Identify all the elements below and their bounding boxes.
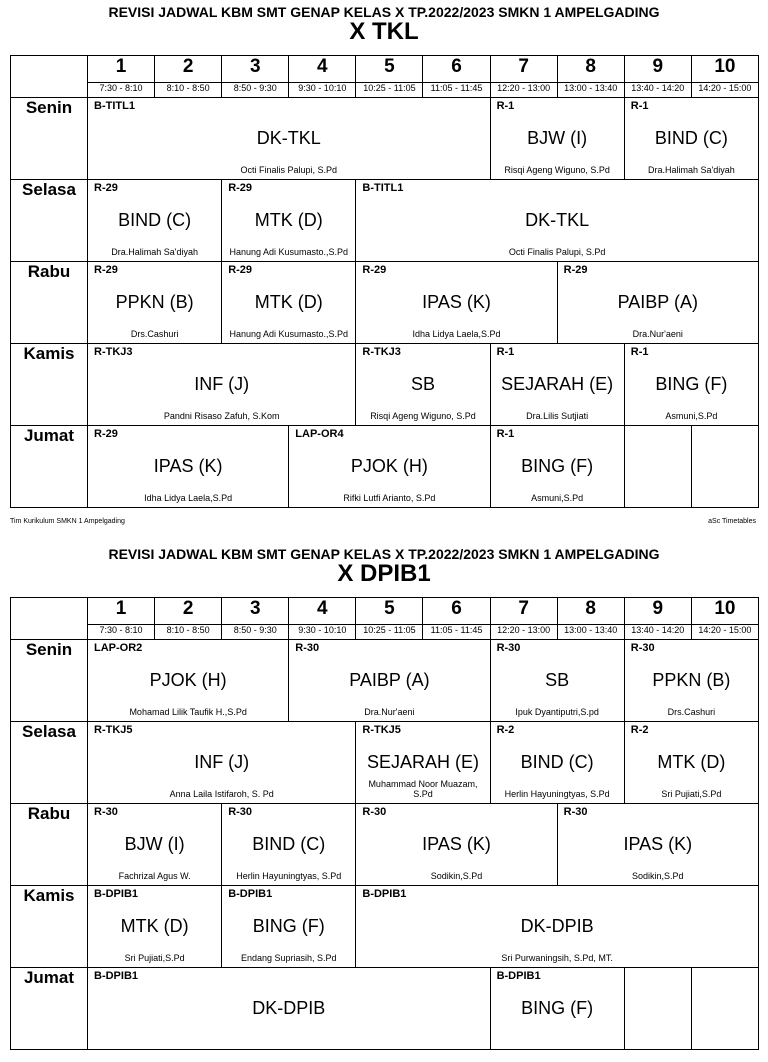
schedule-heading: REVISI JADWAL KBM SMT GENAP KELAS X TP.2022/2023 SMKN 1 AMPELGADING: [108, 4, 660, 20]
teacher-name: Octi Finalis Palupi, S.Pd: [508, 247, 606, 257]
period-time: 11:05 - 11:45: [423, 83, 490, 98]
subject-name: DK-TKL: [525, 210, 590, 230]
lesson-cell: [289, 640, 490, 722]
lesson-cell: [624, 722, 758, 804]
lesson-cell: [88, 804, 222, 886]
room-code: R-1: [496, 100, 515, 112]
teacher-name: Rifki Lutfi Arianto, S.Pd: [343, 493, 436, 503]
lesson-cell: [356, 722, 490, 804]
room-code: R-30: [563, 806, 588, 818]
period-number: 4: [289, 56, 356, 83]
day-label: Selasa: [11, 722, 88, 804]
footer-left: Tim Kurikulum SMKN 1 Ampelgading: [10, 518, 125, 525]
lesson-cell: [624, 344, 758, 426]
room-code: R-1: [630, 346, 649, 358]
lesson-cell: [557, 262, 758, 344]
room-code: B-DPIB1: [94, 888, 139, 900]
lesson-cell: [88, 344, 356, 426]
room-code: B-DPIB1: [228, 888, 273, 900]
schedule-section: [0, 542, 768, 1062]
period-time: 13:40 - 14:20: [624, 83, 691, 98]
teacher-name: Dra.Nur'aeni: [632, 329, 683, 339]
day-row: [11, 968, 759, 1050]
schedule-table: [10, 55, 759, 508]
teacher-name: Herlin Hayuningtyas, S.Pd: [236, 871, 342, 881]
room-code: B-TITL1: [362, 182, 404, 194]
teacher-name: Idha Lidya Laela,S.Pd: [144, 493, 233, 503]
day-row: [11, 804, 759, 886]
period-time: 9:30 - 10:10: [289, 625, 356, 640]
room-code: R-29: [94, 428, 118, 440]
period-number-row: [11, 598, 759, 625]
subject-name: PPKN (B): [115, 292, 194, 312]
teacher-name: Muhammad Noor Muazam, S.Pd: [368, 779, 478, 799]
subject-name: BJW (I): [124, 834, 185, 854]
period-time-row: [11, 625, 759, 640]
room-code: R-30: [228, 806, 253, 818]
subject-name: BJW (I): [527, 128, 588, 148]
lesson-cell: [356, 804, 557, 886]
day-row: [11, 886, 759, 968]
period-number: 6: [423, 56, 490, 83]
subject-name: INF (J): [194, 752, 250, 772]
corner-cell: [11, 56, 88, 98]
period-time: 10:25 - 11:05: [356, 625, 423, 640]
day-label: Jumat: [11, 426, 88, 508]
period-number: 3: [222, 598, 289, 625]
teacher-name: Dra.Halimah Sa'diyah: [647, 165, 735, 175]
period-time: 13:40 - 14:20: [624, 625, 691, 640]
class-name: X TKL: [349, 18, 419, 45]
teacher-name: Octi Finalis Palupi, S.Pd: [240, 165, 338, 175]
teacher-name: Sri Purwaningsih, S.Pd, MT.: [501, 953, 613, 963]
teacher-name: Idha Lidya Laela,S.Pd: [412, 329, 501, 339]
room-code: R-29: [94, 264, 118, 276]
lesson-cell: [356, 180, 759, 262]
room-code: R-1: [496, 346, 515, 358]
teacher-name: Fachrizal Agus W.: [118, 871, 191, 881]
lesson-cell: [222, 886, 356, 968]
teacher-name: Pandni Risaso Zafuh, S.Kom: [163, 411, 280, 421]
lesson-cell: [624, 640, 758, 722]
lesson-cell: [490, 344, 624, 426]
lesson-cell: [356, 344, 490, 426]
lesson-cell: [490, 968, 624, 1050]
subject-name: BIND (C): [252, 834, 326, 854]
room-code: LAP-OR2: [94, 642, 143, 654]
subject-name: SEJARAH (E): [501, 374, 614, 394]
teacher-name: Risqi Ageng Wiguno, S.Pd: [370, 411, 476, 421]
period-number: 9: [624, 56, 691, 83]
lesson-cell: [356, 886, 759, 968]
teacher-name: Hanung Adi Kusumasto.,S.Pd: [229, 329, 349, 339]
subject-name: PPKN (B): [652, 670, 731, 690]
period-time: 8:10 - 8:50: [155, 83, 222, 98]
lesson-cell: [88, 722, 356, 804]
period-time: 13:00 - 13:40: [557, 83, 624, 98]
subject-name: BING (F): [252, 916, 325, 936]
subject-name: MTK (D): [657, 752, 726, 772]
subject-name: IPAS (K): [422, 292, 491, 312]
day-label: Rabu: [11, 262, 88, 344]
lesson-cell: [88, 180, 222, 262]
room-code: R-29: [228, 264, 253, 276]
period-number: 10: [691, 598, 758, 625]
subject-name: SB: [545, 670, 570, 690]
teacher-name: Asmuni,S.Pd: [665, 411, 718, 421]
period-time: 8:10 - 8:50: [155, 625, 222, 640]
lesson-cell: [222, 180, 356, 262]
lesson-cell: [88, 262, 222, 344]
subject-name: IPAS (K): [422, 834, 491, 854]
room-code: B-TITL1: [94, 100, 135, 112]
teacher-name: Anna Laila Istifaroh, S. Pd: [169, 789, 274, 799]
lesson-cell: [490, 640, 624, 722]
teacher-name: Asmuni,S.Pd: [531, 493, 584, 503]
lesson-cell: [222, 804, 356, 886]
period-number: 1: [88, 598, 155, 625]
room-code: B-DPIB1: [94, 970, 139, 982]
subject-name: BING (F): [521, 456, 594, 476]
lesson-cell: [490, 426, 624, 508]
period-number: 2: [155, 56, 222, 83]
lesson-cell: [557, 804, 758, 886]
room-code: R-29: [563, 264, 588, 276]
room-code: R-30: [362, 806, 387, 818]
period-number: 4: [289, 598, 356, 625]
teacher-name: Sri Pujiati,S.Pd: [661, 789, 722, 799]
day-row: [11, 722, 759, 804]
period-time: 12:20 - 13:00: [490, 625, 557, 640]
teacher-name: Sodikin,S.Pd: [632, 871, 684, 881]
period-time: 11:05 - 11:45: [423, 625, 490, 640]
schedule-table: [10, 597, 759, 1050]
teacher-name: Drs.Cashuri: [667, 707, 716, 717]
room-code: LAP-OR4: [295, 428, 344, 440]
room-code: R-29: [94, 182, 118, 194]
lesson-cell: [356, 262, 557, 344]
subject-name: SEJARAH (E): [366, 752, 479, 772]
room-code: R-30: [94, 806, 118, 818]
teacher-name: Hanung Adi Kusumasto.,S.Pd: [229, 247, 349, 257]
period-number: 5: [356, 56, 423, 83]
subject-name: PJOK (H): [149, 670, 227, 690]
lesson-cell: [289, 426, 490, 508]
room-code: R-1: [630, 100, 649, 112]
lesson-cell: [222, 262, 356, 344]
teacher-name: Endang Supriasih, S.Pd: [240, 953, 337, 963]
day-row: [11, 98, 759, 180]
room-code: R-1: [496, 428, 515, 440]
period-number: 5: [356, 598, 423, 625]
schedule-heading: REVISI JADWAL KBM SMT GENAP KELAS X TP.2022/2023 SMKN 1 AMPELGADING: [108, 546, 660, 562]
period-number: 9: [624, 598, 691, 625]
period-number: 7: [490, 598, 557, 625]
teacher-name: Dra.Halimah Sa'diyah: [111, 247, 198, 257]
lesson-cell: [691, 968, 758, 1050]
period-number: 8: [557, 598, 624, 625]
day-label: Rabu: [11, 804, 88, 886]
subject-name: MTK (D): [254, 210, 323, 230]
subject-name: SB: [410, 374, 435, 394]
subject-name: INF (J): [194, 374, 250, 394]
period-number: 10: [691, 56, 758, 83]
lesson-cell: [88, 886, 222, 968]
room-code: R-TKJ3: [94, 346, 133, 358]
lesson-cell: [624, 98, 758, 180]
lesson-cell: [624, 426, 691, 508]
room-code: B-DPIB1: [496, 970, 541, 982]
period-time-row: [11, 83, 759, 98]
teacher-name: Dra.Lilis Sutjiati: [526, 411, 589, 421]
period-time: 14:20 - 15:00: [691, 83, 758, 98]
lesson-cell: [88, 640, 289, 722]
day-label: Senin: [11, 640, 88, 722]
day-label: Selasa: [11, 180, 88, 262]
room-code: R-TKJ5: [362, 724, 401, 736]
period-number: 6: [423, 598, 490, 625]
teacher-name: Mohamad Lilik Taufik H.,S.Pd: [129, 707, 247, 717]
period-time: 8:50 - 9:30: [222, 625, 289, 640]
room-code: R-TKJ5: [94, 724, 133, 736]
room-code: R-2: [496, 724, 515, 736]
period-time: 8:50 - 9:30: [222, 83, 289, 98]
room-code: R-2: [630, 724, 649, 736]
room-code: R-30: [496, 642, 521, 654]
lesson-cell: [490, 98, 624, 180]
period-time: 12:20 - 13:00: [490, 83, 557, 98]
footer-right: aSc Timetables: [708, 518, 756, 525]
lesson-cell: [624, 968, 691, 1050]
teacher-name: Herlin Hayuningtyas, S.Pd: [504, 789, 610, 799]
period-time: 7:30 - 8:10: [88, 83, 155, 98]
teacher-name: Drs.Cashuri: [130, 329, 179, 339]
subject-name: PAIBP (A): [349, 670, 430, 690]
day-row: [11, 180, 759, 262]
subject-name: DK-DPIB: [520, 916, 594, 936]
period-time: 14:20 - 15:00: [691, 625, 758, 640]
room-code: R-29: [228, 182, 253, 194]
subject-name: IPAS (K): [623, 834, 693, 854]
day-label: Kamis: [11, 886, 88, 968]
corner-cell: [11, 598, 88, 640]
subject-name: BIND (C): [118, 210, 192, 230]
period-number: 3: [222, 56, 289, 83]
day-label: Senin: [11, 98, 88, 180]
day-label: Jumat: [11, 968, 88, 1050]
teacher-name: Sodikin,S.Pd: [430, 871, 483, 881]
period-time: 7:30 - 8:10: [88, 625, 155, 640]
lesson-cell: [490, 722, 624, 804]
teacher-name: Ipuk Dyantiputri,S.pd: [515, 707, 599, 717]
subject-name: IPAS (K): [153, 456, 223, 476]
period-time: 13:00 - 13:40: [557, 625, 624, 640]
period-number: 2: [155, 598, 222, 625]
day-label: Kamis: [11, 344, 88, 426]
teacher-name: Dra.Nur'aeni: [364, 707, 415, 717]
subject-name: BING (F): [521, 998, 594, 1018]
room-code: R-29: [362, 264, 387, 276]
subject-name: PJOK (H): [350, 456, 428, 476]
lesson-cell: [88, 426, 289, 508]
day-row: [11, 426, 759, 508]
lesson-cell: [691, 426, 758, 508]
lesson-cell: [88, 968, 491, 1050]
period-time: 10:25 - 11:05: [356, 83, 423, 98]
period-number: 7: [490, 56, 557, 83]
subject-name: BIND (C): [520, 752, 594, 772]
teacher-name: Risqi Ageng Wiguno, S.Pd: [504, 165, 610, 175]
subject-name: PAIBP (A): [617, 292, 698, 312]
day-row: [11, 640, 759, 722]
room-code: R-TKJ3: [362, 346, 401, 358]
period-time: 9:30 - 10:10: [289, 83, 356, 98]
room-code: R-30: [295, 642, 320, 654]
subject-name: BIND (C): [654, 128, 728, 148]
subject-name: DK-DPIB: [252, 998, 326, 1018]
room-code: B-DPIB1: [362, 888, 407, 900]
period-number-row: [11, 56, 759, 83]
subject-name: MTK (D): [254, 292, 323, 312]
period-number: 8: [557, 56, 624, 83]
subject-name: BING (F): [655, 374, 728, 394]
room-code: R-30: [630, 642, 655, 654]
subject-name: MTK (D): [120, 916, 189, 936]
subject-name: DK-TKL: [256, 128, 321, 148]
teacher-name: Sri Pujiati,S.Pd: [124, 953, 185, 963]
day-row: [11, 344, 759, 426]
class-name: X DPIB1: [337, 560, 431, 587]
day-row: [11, 262, 759, 344]
lesson-cell: [88, 98, 491, 180]
period-number: 1: [88, 56, 155, 83]
schedule-section: [0, 0, 768, 520]
